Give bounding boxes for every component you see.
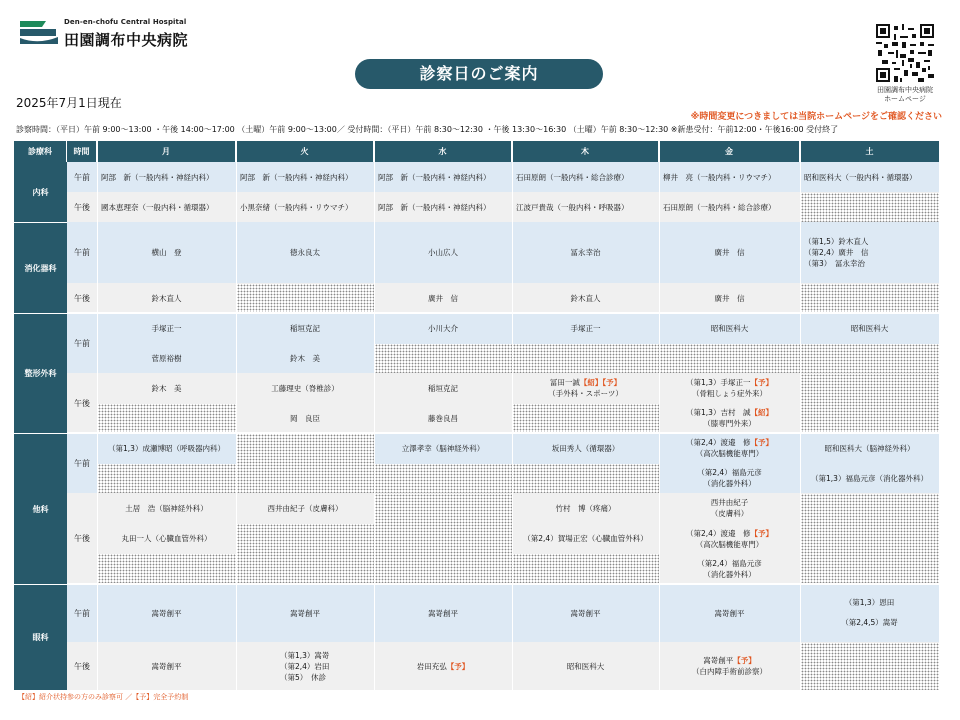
dept-gastroenterology: 消化器科 xyxy=(14,222,67,313)
dept-other: 他科 xyxy=(14,433,67,584)
schedule-cell: 阿部 新（一般内科・神経内科） xyxy=(101,172,214,182)
schedule-cell: 阿部 新（一般内科・神経内科） xyxy=(240,172,353,182)
schedule-cell: 徳永良太 xyxy=(290,248,320,257)
schedule-cell: 丸田一人（心臓血管外科） xyxy=(121,534,212,543)
qr-caption: 田園調布中央病院 ホームページ xyxy=(877,86,933,103)
closed-cell xyxy=(801,643,939,690)
schedule-cell: 阿部 新（一般内科・神経内科） xyxy=(378,202,491,212)
schedule-cell: 昭和医科大 xyxy=(710,323,749,333)
schedule-cell: 昭和医科大 xyxy=(566,661,605,671)
column-header-wed: 水 xyxy=(374,141,512,162)
closed-cell xyxy=(375,464,512,493)
hospital-logo xyxy=(18,18,60,46)
org-name-japanese: 田園調布中央病院 xyxy=(64,31,189,49)
schedule-cell: 石田原朗（一般内科・総合診療） xyxy=(516,172,629,182)
column-header-time: 時間 xyxy=(67,141,97,162)
schedule-cell: 嵩嵜創平 xyxy=(290,608,320,618)
schedule-cell: 廣井 信 xyxy=(428,293,458,303)
slot-am: 午前 xyxy=(74,338,90,348)
schedule-cell: （第1,3）嵩嵜 （第2,4）岩田 （第5） 休診 xyxy=(280,650,330,682)
as-of-date: 2025年7月1日現在 xyxy=(16,96,122,110)
schedule-cell: 工藤理史（脊椎診） xyxy=(271,383,339,393)
schedule-cell: （第2,4）渡邉 修【予】 （高次脳機能専門） xyxy=(686,438,773,458)
schedule-cell: 稲垣克記 xyxy=(290,323,320,333)
schedule-cell: 昭和医科大 xyxy=(850,323,889,333)
schedule-cell: 冨永幸治 xyxy=(570,248,601,257)
schedule-cell: （第1,5）鈴木直人 （第2,4）廣井 信 （第3） 冨永幸治 xyxy=(804,237,869,268)
schedule-cell: 手塚正一 xyxy=(570,323,601,333)
closed-cell xyxy=(237,434,374,493)
column-header-fri: 金 xyxy=(659,141,800,162)
schedule-cell: （第2,4）賀場正宏（心臓血管外科） xyxy=(523,534,648,543)
schedule-cell: 嵩嵜創平 xyxy=(428,608,458,618)
slot-am: 午前 xyxy=(74,608,90,618)
schedule-cell: 石田原朗（一般内科・総合診療） xyxy=(663,202,776,212)
schedule-cell: 鈴木 美 xyxy=(151,383,182,393)
dept-ophthalmology: 眼科 xyxy=(14,584,67,690)
slot-pm: 午後 xyxy=(74,534,90,543)
schedule-cell: 西井由紀子（皮膚科） xyxy=(267,503,343,513)
schedule-cell: 岡 良臣 xyxy=(290,413,320,423)
column-header-sat: 土 xyxy=(800,141,939,162)
closed-cell xyxy=(375,494,512,584)
slot-pm: 午後 xyxy=(74,293,90,303)
qr-code-icon[interactable] xyxy=(876,24,934,82)
schedule-cell: 手塚正一 xyxy=(151,323,182,333)
schedule-cell: 昭和医科大（脳神経外科） xyxy=(824,443,915,453)
slot-am: 午前 xyxy=(74,458,90,468)
schedule-cell: （第1,3）吉村 誠【紹】 （膝専門外来） xyxy=(686,408,773,428)
slot-pm: 午後 xyxy=(74,398,90,408)
closed-cell xyxy=(801,284,939,313)
schedule-cell: 昭和医科大（一般内科・循環器） xyxy=(804,172,917,182)
schedule-cell: 嵩嵜創平【予】 （白内障手術前診察） xyxy=(692,656,767,676)
schedule-cell: 江波戸貴哉（一般内科・呼吸器） xyxy=(516,202,629,212)
schedule-cell: 國本恵理奈（一般内科・循環器） xyxy=(101,202,214,212)
schedule-cell: （第1,3）恩田 （第2,4,5）嵩嵜 xyxy=(841,598,898,627)
schedule-cell: 土居 浩（脳神経外科） xyxy=(125,503,208,513)
org-name-english: Den-en-chofu Central Hospital xyxy=(64,18,187,26)
schedule-cell: 小黒奈緒（一般内科・リウマチ） xyxy=(240,202,353,212)
slot-pm: 午後 xyxy=(74,202,90,212)
schedule-cell: 鈴木直人 xyxy=(151,293,182,303)
column-header-thu: 木 xyxy=(512,141,659,162)
consultation-hours: 診察時間：（平日）午前 9:00～13:00 ・午後 14:00～17:00 （土曜）午前 9:00～13:00／ 受付時間：（平日）午前 8:30～12:30 ・午後 13:30～16:30 （土曜）午前 8:30～12:30 ※新患受付：午前12:00・午後16:00 受付終了 xyxy=(16,125,839,134)
column-header-dept: 診療科 xyxy=(14,141,67,162)
column-header-tue: 火 xyxy=(236,141,374,162)
schedule-cell: 阿部 新（一般内科・神経内科） xyxy=(378,172,491,182)
dept-internal-medicine: 内科 xyxy=(14,162,67,222)
schedule-cell: 小山広人 xyxy=(428,248,458,257)
schedule-cell: 廣井 信 xyxy=(714,248,745,257)
schedule-cell: （第2,4）渡邉 修【予】 （高次脳機能専門） xyxy=(686,528,773,549)
schedule-cell: （第1,3）成瀬博昭（呼吸器内科） xyxy=(108,443,225,453)
page-title: 診察日のご案内 xyxy=(355,59,603,89)
schedule-cell: 小川大介 xyxy=(428,323,458,333)
slot-pm: 午後 xyxy=(74,661,90,671)
schedule-cell: 横山 登 xyxy=(151,248,182,257)
schedule-cell: 藤巻良昌 xyxy=(428,413,458,423)
schedule-cell: 嵩嵜創平 xyxy=(151,608,182,618)
column-header-mon: 月 xyxy=(97,141,236,162)
schedule-cell: 冨田一誠【紹】【予】 （手外科・スポーツ） xyxy=(548,378,623,398)
closed-cell xyxy=(98,404,236,433)
closed-cell xyxy=(801,494,939,584)
schedule-cell: 柳井 亮（一般内科・リウマチ） xyxy=(663,172,776,182)
schedule-cell: 岩田充弘【予】 xyxy=(416,661,470,671)
closed-cell xyxy=(237,524,374,584)
schedule-cell: 竹村 博（疼痛） xyxy=(555,503,616,513)
schedule-cell: 立澤孝幸（脳神経外科） xyxy=(401,443,485,453)
schedule-cell: 廣井 信 xyxy=(714,293,745,303)
schedule-cell: 稲垣克記 xyxy=(428,383,458,393)
closed-cell xyxy=(98,554,236,584)
schedule-cell: （第2,4）福島元彦 （消化器外科） xyxy=(697,559,762,579)
closed-cell xyxy=(237,284,374,313)
closed-cell xyxy=(375,344,939,373)
schedule-cell: 菅原裕樹 xyxy=(151,353,182,363)
slot-am: 午前 xyxy=(74,248,90,257)
schedule-cell: 坂田秀人（循環器） xyxy=(551,443,620,453)
schedule-cell: （第2,4）福島元彦 （消化器外科） xyxy=(697,468,762,488)
legend-note: 【紹】紹介状持参の方のみ診察可 ／【予】完全予約制 xyxy=(18,693,189,701)
closed-cell xyxy=(801,193,939,222)
time-change-notice: ※時間変更につきましては当院ホームページをご確認ください xyxy=(690,112,942,122)
schedule-cell: 嵩嵜創平 xyxy=(570,608,601,618)
slot-am: 午前 xyxy=(74,172,90,182)
schedule-cell: 鈴木 美 xyxy=(290,353,320,363)
schedule-cell: 嵩嵜創平 xyxy=(151,661,182,671)
schedule-cell: （第1,3）手塚正一【予】 （骨粗しょう症外来） xyxy=(686,378,773,398)
schedule-cell: （第1,3）福島元彦（消化器外科） xyxy=(811,473,928,483)
closed-cell xyxy=(513,464,659,493)
schedule-cell: 西井由紀子 （皮膚科） xyxy=(710,498,749,518)
schedule-cell: 嵩嵜創平 xyxy=(714,608,745,618)
schedule-cell: 鈴木直人 xyxy=(570,293,601,303)
closed-cell xyxy=(513,404,659,433)
closed-cell xyxy=(98,464,236,493)
closed-cell xyxy=(801,374,939,433)
closed-cell xyxy=(513,554,659,584)
dept-orthopedics: 整形外科 xyxy=(14,313,67,433)
schedule-table xyxy=(14,141,939,690)
